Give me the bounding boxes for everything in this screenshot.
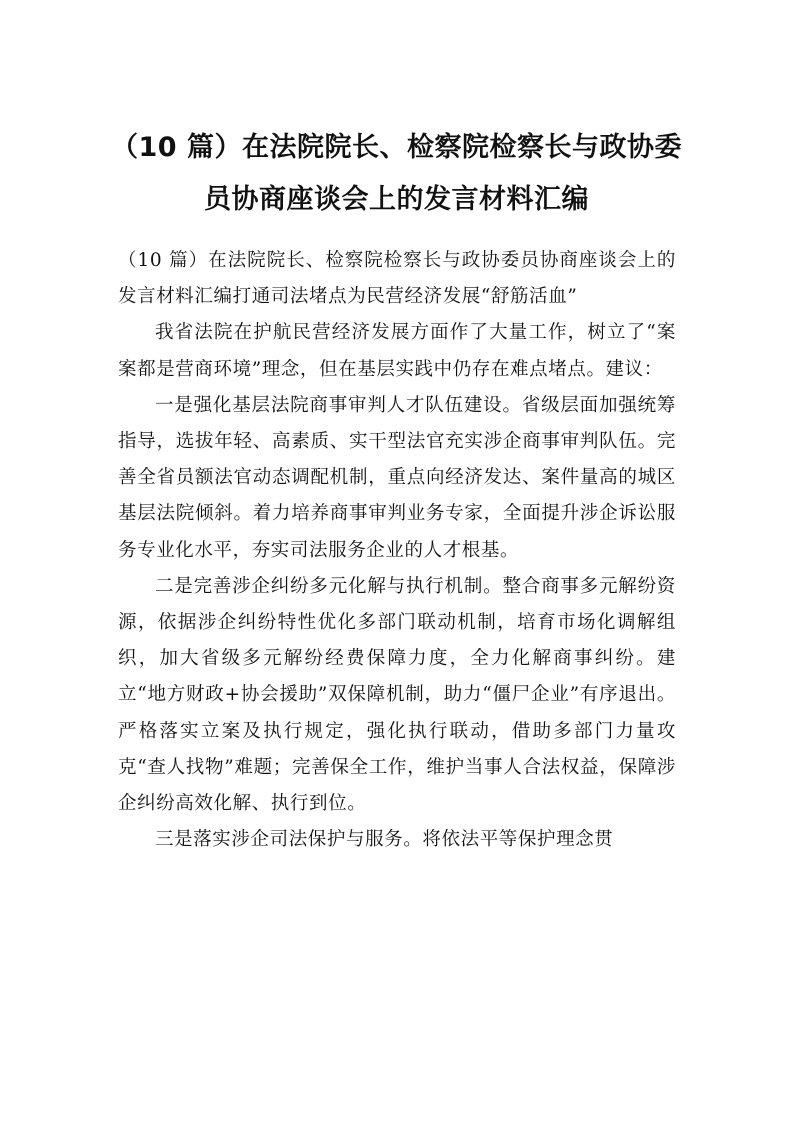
document-title: （10 篇）在法院院长、检察院检察长与政协委员协商座谈会上的发言材料汇编 xyxy=(111,132,682,215)
paragraph-suggestion-2: 二是完善涉企纠纷多元化解与执行机制。整合商事多元解纷资源，依据涉企纠纷特性优化多部门联动机制，培育市场化调解组织，加大省级多元解纷经费保障力度，全力化解商事纠纷。建立“地方财政+协会援助”双保障机制，助力“僵尸企业”有序退出。严格落实立案及执行规定，强化执行联动，借助多部门力量攻克“查人找物”难题；完善保全工作，维护当事人合法权益，保障涉企纠纷高效化解、执行到位。 xyxy=(118,575,676,815)
paragraph-background: 我省法院在护航民营经济发展方面作了大量工作，树立了“案案都是营商环境”理念，但在基层实践中仍存在难点堵点。建议： xyxy=(118,322,676,380)
document-body xyxy=(118,243,676,858)
paragraph-intro: （10 篇）在法院院长、检察院检察长与政协委员协商座谈会上的发言材料汇编打通司法堵点为民营经济发展“舒筋活血” xyxy=(118,250,676,308)
paragraph-suggestion-3: 三是落实涉企司法保护与服务。将依法平等保护理念贯 xyxy=(155,829,614,851)
paragraph-suggestion-1: 一是强化基层法院商事审判人才队伍建设。省级层面加强统筹指导，选拔年轻、高素质、实干型法官充实涉企商事审判队伍。完善全省员额法官动态调配机制，重点向经济发达、案件量高的城区基层法院倾斜。着力培养商事审判业务专家，全面提升涉企诉讼服务专业化水平，夯实司法服务企业的人才根基。 xyxy=(118,394,676,561)
